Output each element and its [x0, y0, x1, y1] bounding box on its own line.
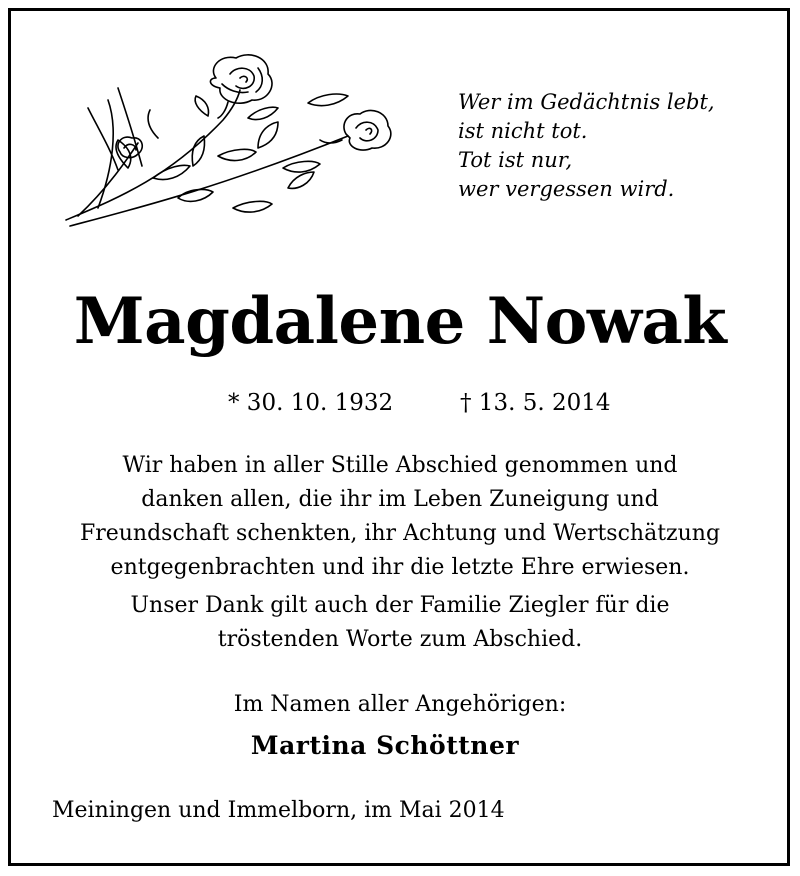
quote-line: Tot ist nur,	[458, 148, 573, 172]
deceased-name: Magdalene Nowak	[73, 284, 727, 359]
paragraph-line: Unser Dank gilt auch der Familie Ziegler für die	[130, 593, 670, 618]
place-and-date: Meiningen und Immelborn, im Mai 2014	[52, 798, 505, 823]
signature-name: Martina Schöttner	[250, 731, 520, 760]
quote-line: Wer im Gedächtnis lebt,	[458, 90, 715, 114]
paragraph-line: entgegenbrachten und ihr die letzte Ehre erwiesen.	[110, 555, 690, 580]
birth-date: * 30. 10. 1932	[228, 390, 394, 416]
signature-intro: Im Namen aller Angehörigen:	[233, 692, 567, 717]
quote-line: ist nicht tot.	[458, 119, 588, 143]
paragraph-line: tröstenden Worte zum Abschied.	[217, 627, 583, 652]
memorial-quote	[458, 88, 778, 204]
roses-illustration-icon	[58, 48, 418, 258]
death-date: † 13. 5. 2014	[460, 390, 611, 416]
paragraph-line: Wir haben in aller Stille Abschied genommen und	[122, 453, 678, 478]
gratitude-paragraph	[0, 589, 800, 657]
quote-line: wer vergessen wird.	[458, 177, 675, 201]
paragraph-line: danken allen, die ihr im Leben Zuneigung und	[141, 487, 659, 512]
thanks-paragraph	[0, 449, 800, 585]
paragraph-line: Freundschaft schenkten, ihr Achtung und Wertschätzung	[79, 521, 721, 546]
